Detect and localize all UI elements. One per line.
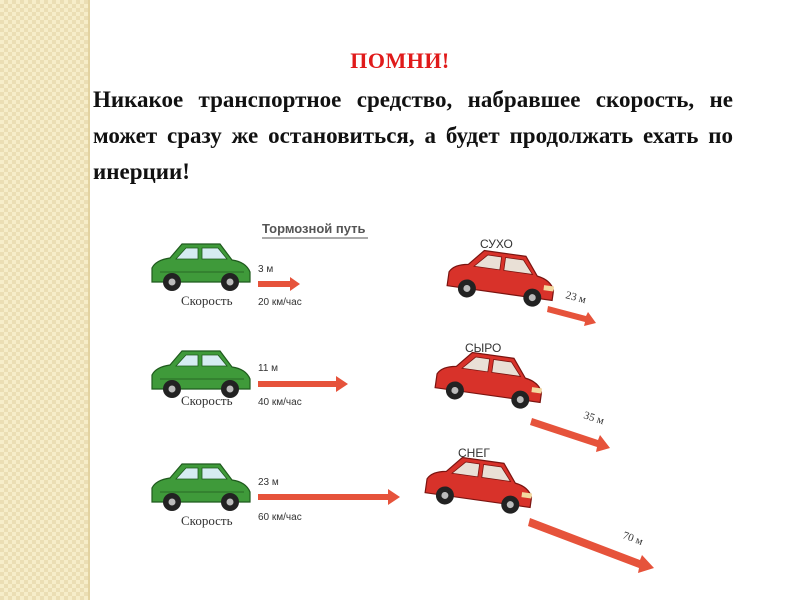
- slide-body-text: Никакое транспортное средство, набравшее скорость, не может сразу же остановиться, а будет продолжать ехать по инерции!: [93, 87, 733, 184]
- reaction-distance: 11 м: [258, 363, 279, 374]
- braking-distance-value: 35 м: [582, 409, 606, 428]
- reaction-arrow: [258, 277, 300, 291]
- row-1: [152, 237, 596, 326]
- braking-arrow: [547, 306, 596, 326]
- reaction-distance: 3 м: [258, 264, 274, 275]
- road-surface-label: СУХО: [480, 237, 513, 251]
- speed-value: 60 км/час: [258, 512, 302, 523]
- braking-distance-value: 23 м: [564, 289, 588, 307]
- road-surface-label: СНЕГ: [458, 446, 490, 460]
- row-3: [152, 446, 654, 573]
- green-car-icon: [152, 464, 250, 511]
- road-surface-label: СЫРО: [465, 341, 502, 355]
- speed-value: 20 км/час: [258, 297, 302, 308]
- red-car-icon: [434, 348, 546, 411]
- red-car-icon: [446, 246, 558, 309]
- red-car-icon: [424, 453, 536, 516]
- braking-distance-value: 70 м: [620, 529, 645, 548]
- speed-label: Скорость: [181, 293, 233, 308]
- speed-label: Скорость: [181, 393, 233, 408]
- reaction-distance: 23 м: [258, 477, 279, 488]
- speed-label: Скорость: [181, 513, 233, 528]
- reaction-arrow: [258, 376, 348, 392]
- speed-value: 40 км/час: [258, 397, 302, 408]
- row-2: [152, 341, 610, 452]
- slide-title: ПОМНИ!: [350, 48, 450, 73]
- green-car-icon: [152, 244, 250, 291]
- braking-distance-header: Тормозной путь: [262, 221, 366, 236]
- green-car-icon: [152, 351, 250, 398]
- reaction-arrow: [258, 489, 400, 505]
